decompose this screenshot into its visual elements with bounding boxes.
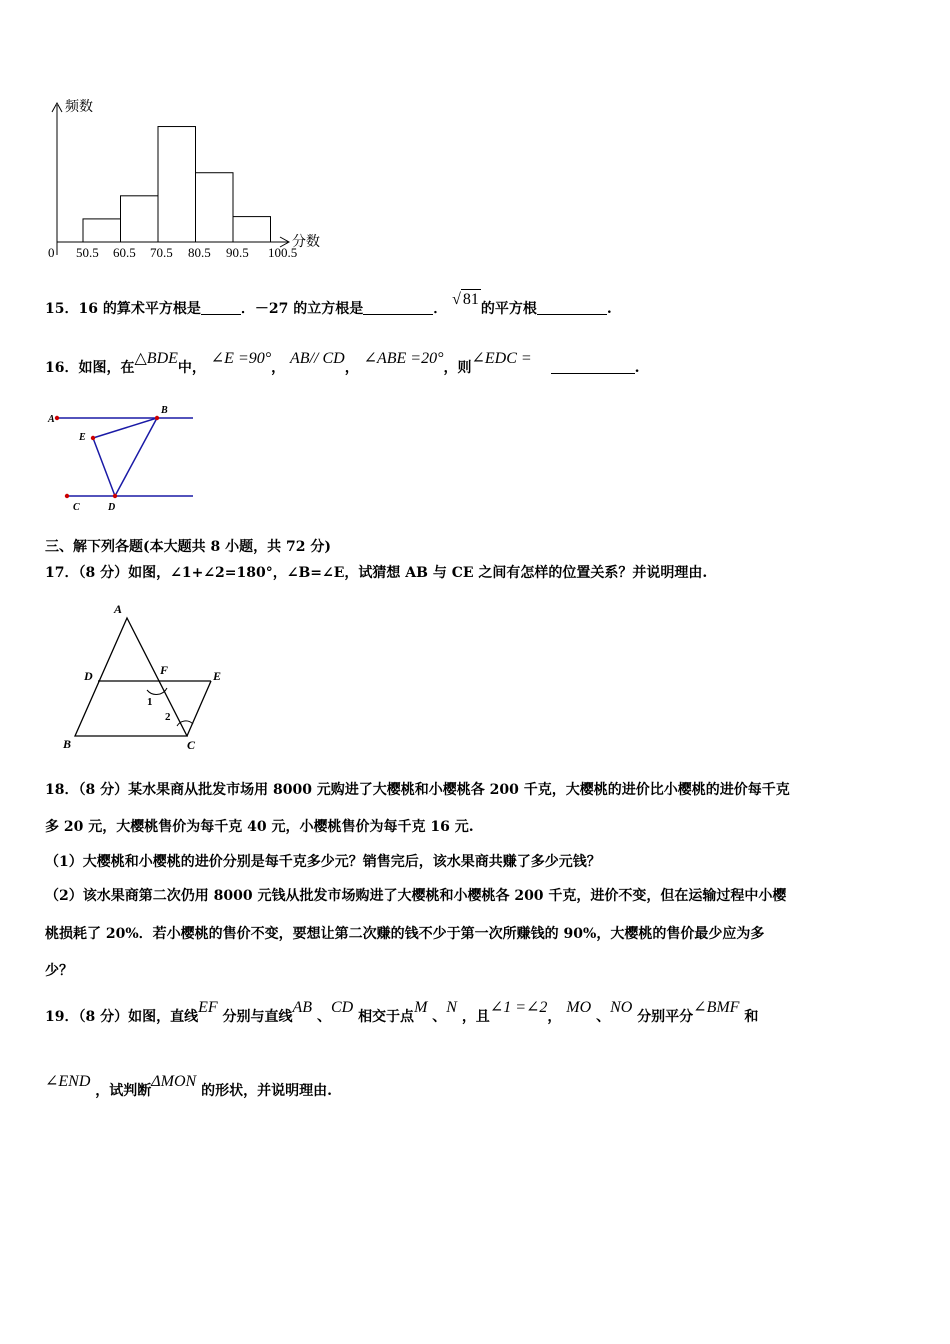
q19-number: 19．（8 分）如图，直线 — [45, 1009, 199, 1025]
figure-17 — [55, 598, 235, 753]
x-tick-label: 100.5 — [268, 245, 298, 260]
question-19-line-1 — [45, 999, 759, 1027]
q15-text-5: . — [606, 301, 612, 317]
q19-math-ef: EF — [198, 999, 218, 1016]
question-18-line-2: 多 20 元，大樱桃售价为每千克 40 元，小樱桃售价为每千克 16 元. — [45, 819, 474, 835]
angle-1-arc — [147, 688, 167, 694]
label-b: B — [161, 405, 168, 416]
q19-math-bmf: ∠BMF — [693, 999, 740, 1016]
label-f: F — [160, 663, 169, 677]
q19-math-m: M — [414, 999, 428, 1016]
q15-number: 15． — [45, 301, 79, 317]
label-a: A — [48, 414, 55, 425]
question-15 — [45, 291, 612, 319]
q15-blank-1[interactable] — [201, 300, 241, 315]
histogram-bar — [121, 196, 159, 242]
y-axis-label: 频数 — [65, 100, 93, 115]
q15-blank-3[interactable] — [537, 300, 607, 315]
x-tick-label: 70.5 — [150, 245, 173, 260]
q16-math-angle-edc: ∠EDC = — [471, 350, 532, 367]
x-tick-label: 0 — [48, 245, 55, 260]
point-d — [113, 494, 117, 498]
point-b — [155, 416, 159, 420]
q16-math-angle-e: ∠E =90° — [210, 350, 272, 367]
question-18-part-1: （1）大樱桃和小樱桃的进价分别是每千克多少元？销售完后，该水果商共赚了多少元钱？ — [45, 854, 601, 870]
q16-math-parallel: AB// CD — [290, 350, 345, 367]
q16-math-angle-abe: ∠ABE =20° — [363, 350, 444, 367]
figure-16 — [45, 400, 200, 515]
histogram-bar — [158, 127, 196, 242]
q16-math-bde: △BDE — [134, 350, 178, 367]
q19-math-angles: ∠1 =∠2 — [489, 999, 548, 1016]
label-c: C — [187, 738, 196, 752]
q15-text-3: ． — [433, 301, 448, 317]
q15-text-2: ．－27 的立方根是 — [240, 301, 364, 317]
q16-text-1: 如图，在 — [78, 360, 135, 376]
q16-text-2: 中， — [177, 360, 206, 376]
histogram-bar — [83, 219, 121, 242]
x-axis-label: 分数 — [292, 235, 320, 250]
q19-text-4: 分别平分 — [637, 1009, 694, 1025]
label-b: B — [63, 737, 72, 751]
histogram-chart — [40, 95, 340, 265]
histogram-bar — [196, 173, 234, 242]
q15-sqrt-radicand: 81 — [462, 291, 479, 308]
section-3-header: 三、解下列各题(本大题共 8 小题，共 72 分) — [45, 539, 331, 555]
q19-sep-2: 、 — [432, 1009, 447, 1025]
q16-number: 16． — [45, 360, 79, 376]
q19-math-no: NO — [610, 999, 633, 1016]
label-d: D — [84, 669, 93, 683]
x-tick-label: 60.5 — [113, 245, 136, 260]
label-e: E — [79, 432, 86, 443]
q19-text-1: 分别与直线 — [222, 1009, 293, 1025]
q16-answer-blank[interactable] — [551, 359, 635, 374]
label-c: C — [73, 502, 80, 513]
q19-sep-1: 、 — [316, 1009, 331, 1025]
question-16 — [45, 350, 640, 378]
q15-text-4: 的平方根 — [480, 301, 537, 317]
segment-ce — [187, 681, 211, 736]
q19-math-mo: MO — [566, 999, 592, 1016]
q19-text-3: ，且 — [461, 1009, 490, 1025]
label-d: D — [108, 502, 116, 513]
label-1: 1 — [147, 696, 153, 708]
label-2: 2 — [165, 711, 171, 723]
x-tick-label: 80.5 — [188, 245, 211, 260]
q19-comma: ， — [547, 1009, 562, 1025]
q19-math-n: N — [446, 999, 457, 1016]
question-19-line-2 — [45, 1073, 332, 1101]
x-tick-label: 50.5 — [76, 245, 99, 260]
q19-sep-3: 、 — [596, 1009, 611, 1025]
question-18-part-2-line-2: 桃损耗了 20%．若小樱桃的售价不变，要想让第二次赚的钱不少于第一次所赚钱的 90%，大樱桃的售价最少应为多 — [45, 926, 765, 942]
q15-blank-2[interactable] — [363, 300, 433, 315]
q16-comma-1: ， — [271, 360, 286, 376]
q19-math-mon: ΔMON — [151, 1073, 197, 1090]
histogram-bar — [233, 217, 271, 242]
q16-end: . — [634, 360, 640, 376]
label-a: A — [114, 602, 123, 616]
q19-text-6: ，试判断 — [95, 1083, 152, 1099]
question-18-line-1: 18．（8 分）某水果商从批发市场用 8000 元购进了大樱桃和小樱桃各 200 千克，大樱桃的进价比小樱桃的进价每千克 — [45, 782, 790, 798]
question-17: 17．（8 分）如图，∠1+∠2=180°，∠B=∠E，试猜想 AB 与 CE 之间有怎样的位置关系？并说明理由. — [45, 565, 708, 581]
q19-text-2: 相交于点 — [358, 1009, 415, 1025]
x-tick-label: 90.5 — [226, 245, 249, 260]
point-c — [65, 494, 69, 498]
point-e — [91, 436, 95, 440]
q19-text-5: 和 — [744, 1009, 759, 1025]
q15-text-1: 16 的算术平方根是 — [78, 301, 201, 317]
q16-text-3: ，则 — [443, 360, 472, 376]
question-18-part-2-line-3: 少？ — [45, 963, 73, 979]
q19-math-end: ∠END — [45, 1073, 91, 1090]
q15-sqrt: √ 81 — [452, 291, 479, 308]
question-18-part-2-line-1: （2）该水果商第二次仍用 8000 元钱从批发市场购进了大樱桃和小樱桃各 200 千克，进价不变，但在运输过程中小樱 — [45, 888, 787, 904]
q16-comma-2: ， — [344, 360, 359, 376]
triangle-bde — [93, 418, 157, 496]
q19-math-cd: CD — [330, 999, 354, 1016]
point-a — [55, 416, 59, 420]
q19-text-7: 的形状，并说明理由. — [201, 1083, 332, 1099]
label-e: E — [213, 669, 222, 683]
q19-math-ab: AB — [292, 999, 313, 1016]
